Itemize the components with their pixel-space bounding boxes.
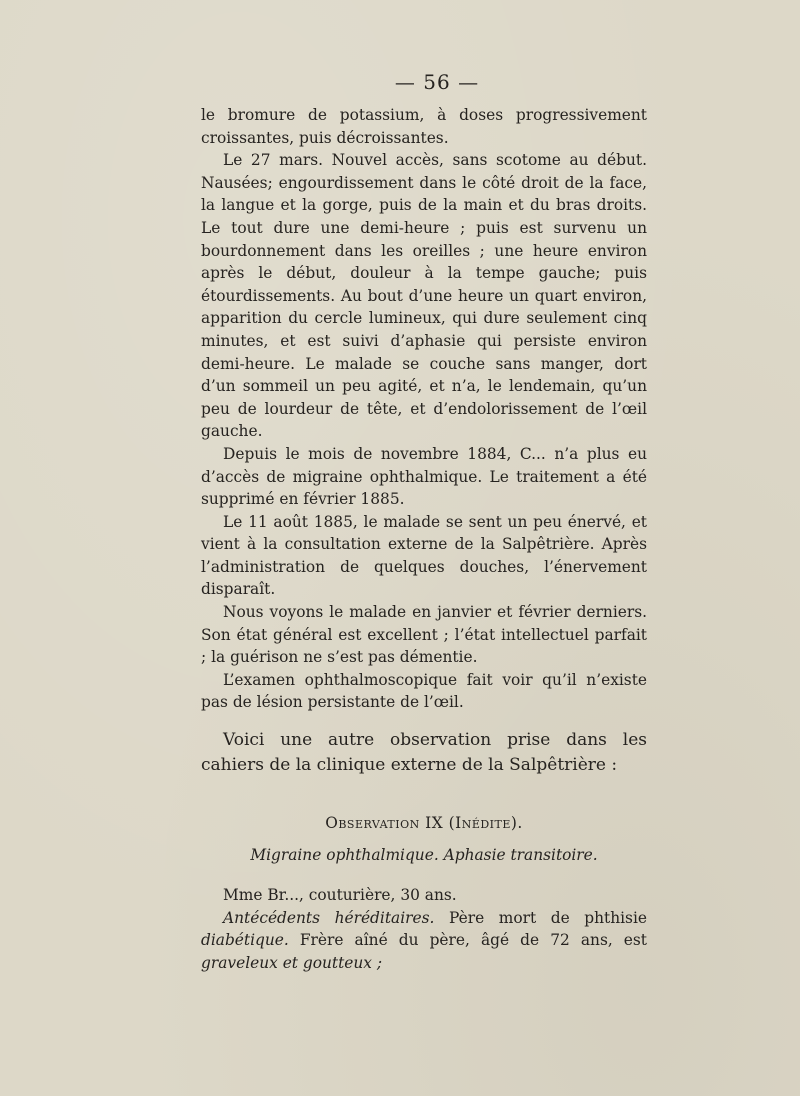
paragraph-4: Le 11 août 1885, le malade se sent un peu énervé, et vient à la consultation externe de la Salpêtrière. Après l’administration de quelques douches, l’énervement disparaît.	[201, 512, 647, 599]
antecedents-paragraph	[201, 907, 647, 975]
antecedents-text-1: Père mort de phthisie	[448, 908, 647, 927]
observation-label: Observation	[325, 814, 420, 833]
antecedents-graveleux: graveleux et goutteux ;	[201, 953, 383, 972]
paragraph-5: Nous voyons le malade en janvier et février derniers. Son état général est excellent ; l’état intellectuel parfait ; la guérison ne s’est pas démentie.	[201, 603, 647, 667]
paragraph-3: Depuis le mois de novembre 1884, C... n’a plus eu d’accès de migraine ophthalmique. Le traitement a été supprimé en février 1885.	[201, 444, 647, 509]
antecedents-label: Antécédents héréditaires.	[223, 908, 435, 927]
paragraph-1: le bromure de potassium, à doses progressivement croissantes, puis décroissantes.	[201, 106, 647, 147]
patient-line: Mme Br..., couturière, 30 ans.	[223, 886, 457, 905]
observation-status: (Inédite).	[448, 814, 523, 833]
observation-number: IX	[425, 814, 444, 833]
page-content	[201, 70, 647, 974]
antecedents-diabetique: diabétique.	[201, 931, 289, 950]
paragraph-7: Voici une autre observation prise dans les cahiers de la clinique externe de la Salpêtrière :	[201, 730, 647, 776]
paragraph-2: Le 27 mars. Nouvel accès, sans scotome au début. Nausées; engourdissement dans le côté droit de la face, la langue et la gorge, puis de la main et du bras droits. Le tout dure une demi-heure ; puis est survenu un bourdonnement dans les oreilles ; une heure environ après le début, douleur à la tempe gauche; puis étourdissements. Au bout d’une heure un quart environ, apparition du cercle lumineux, qui dure seulement cinq minutes, et est suivi d’aphasie qui persiste environ demi-heure. Le malade se couche sans manger, dort d’un sommeil un peu agité, et n’a, le lendemain, qu’un peu de lourdeur de tête, et d’endolorissement de l’œil gauche.	[201, 151, 647, 441]
observation-subtitle: Migraine ophthalmique. Aphasie transitoire.	[250, 846, 598, 865]
antecedents-text-2: Frère aîné du père, âgé de 72 ans, est	[299, 931, 647, 950]
observation-heading	[201, 812, 647, 834]
paragraph-6: L’examen ophthalmoscopique fait voir qu’il n’existe pas de lésion persistante de l’œil.	[201, 670, 647, 712]
page-number: — 56 —	[394, 70, 480, 94]
